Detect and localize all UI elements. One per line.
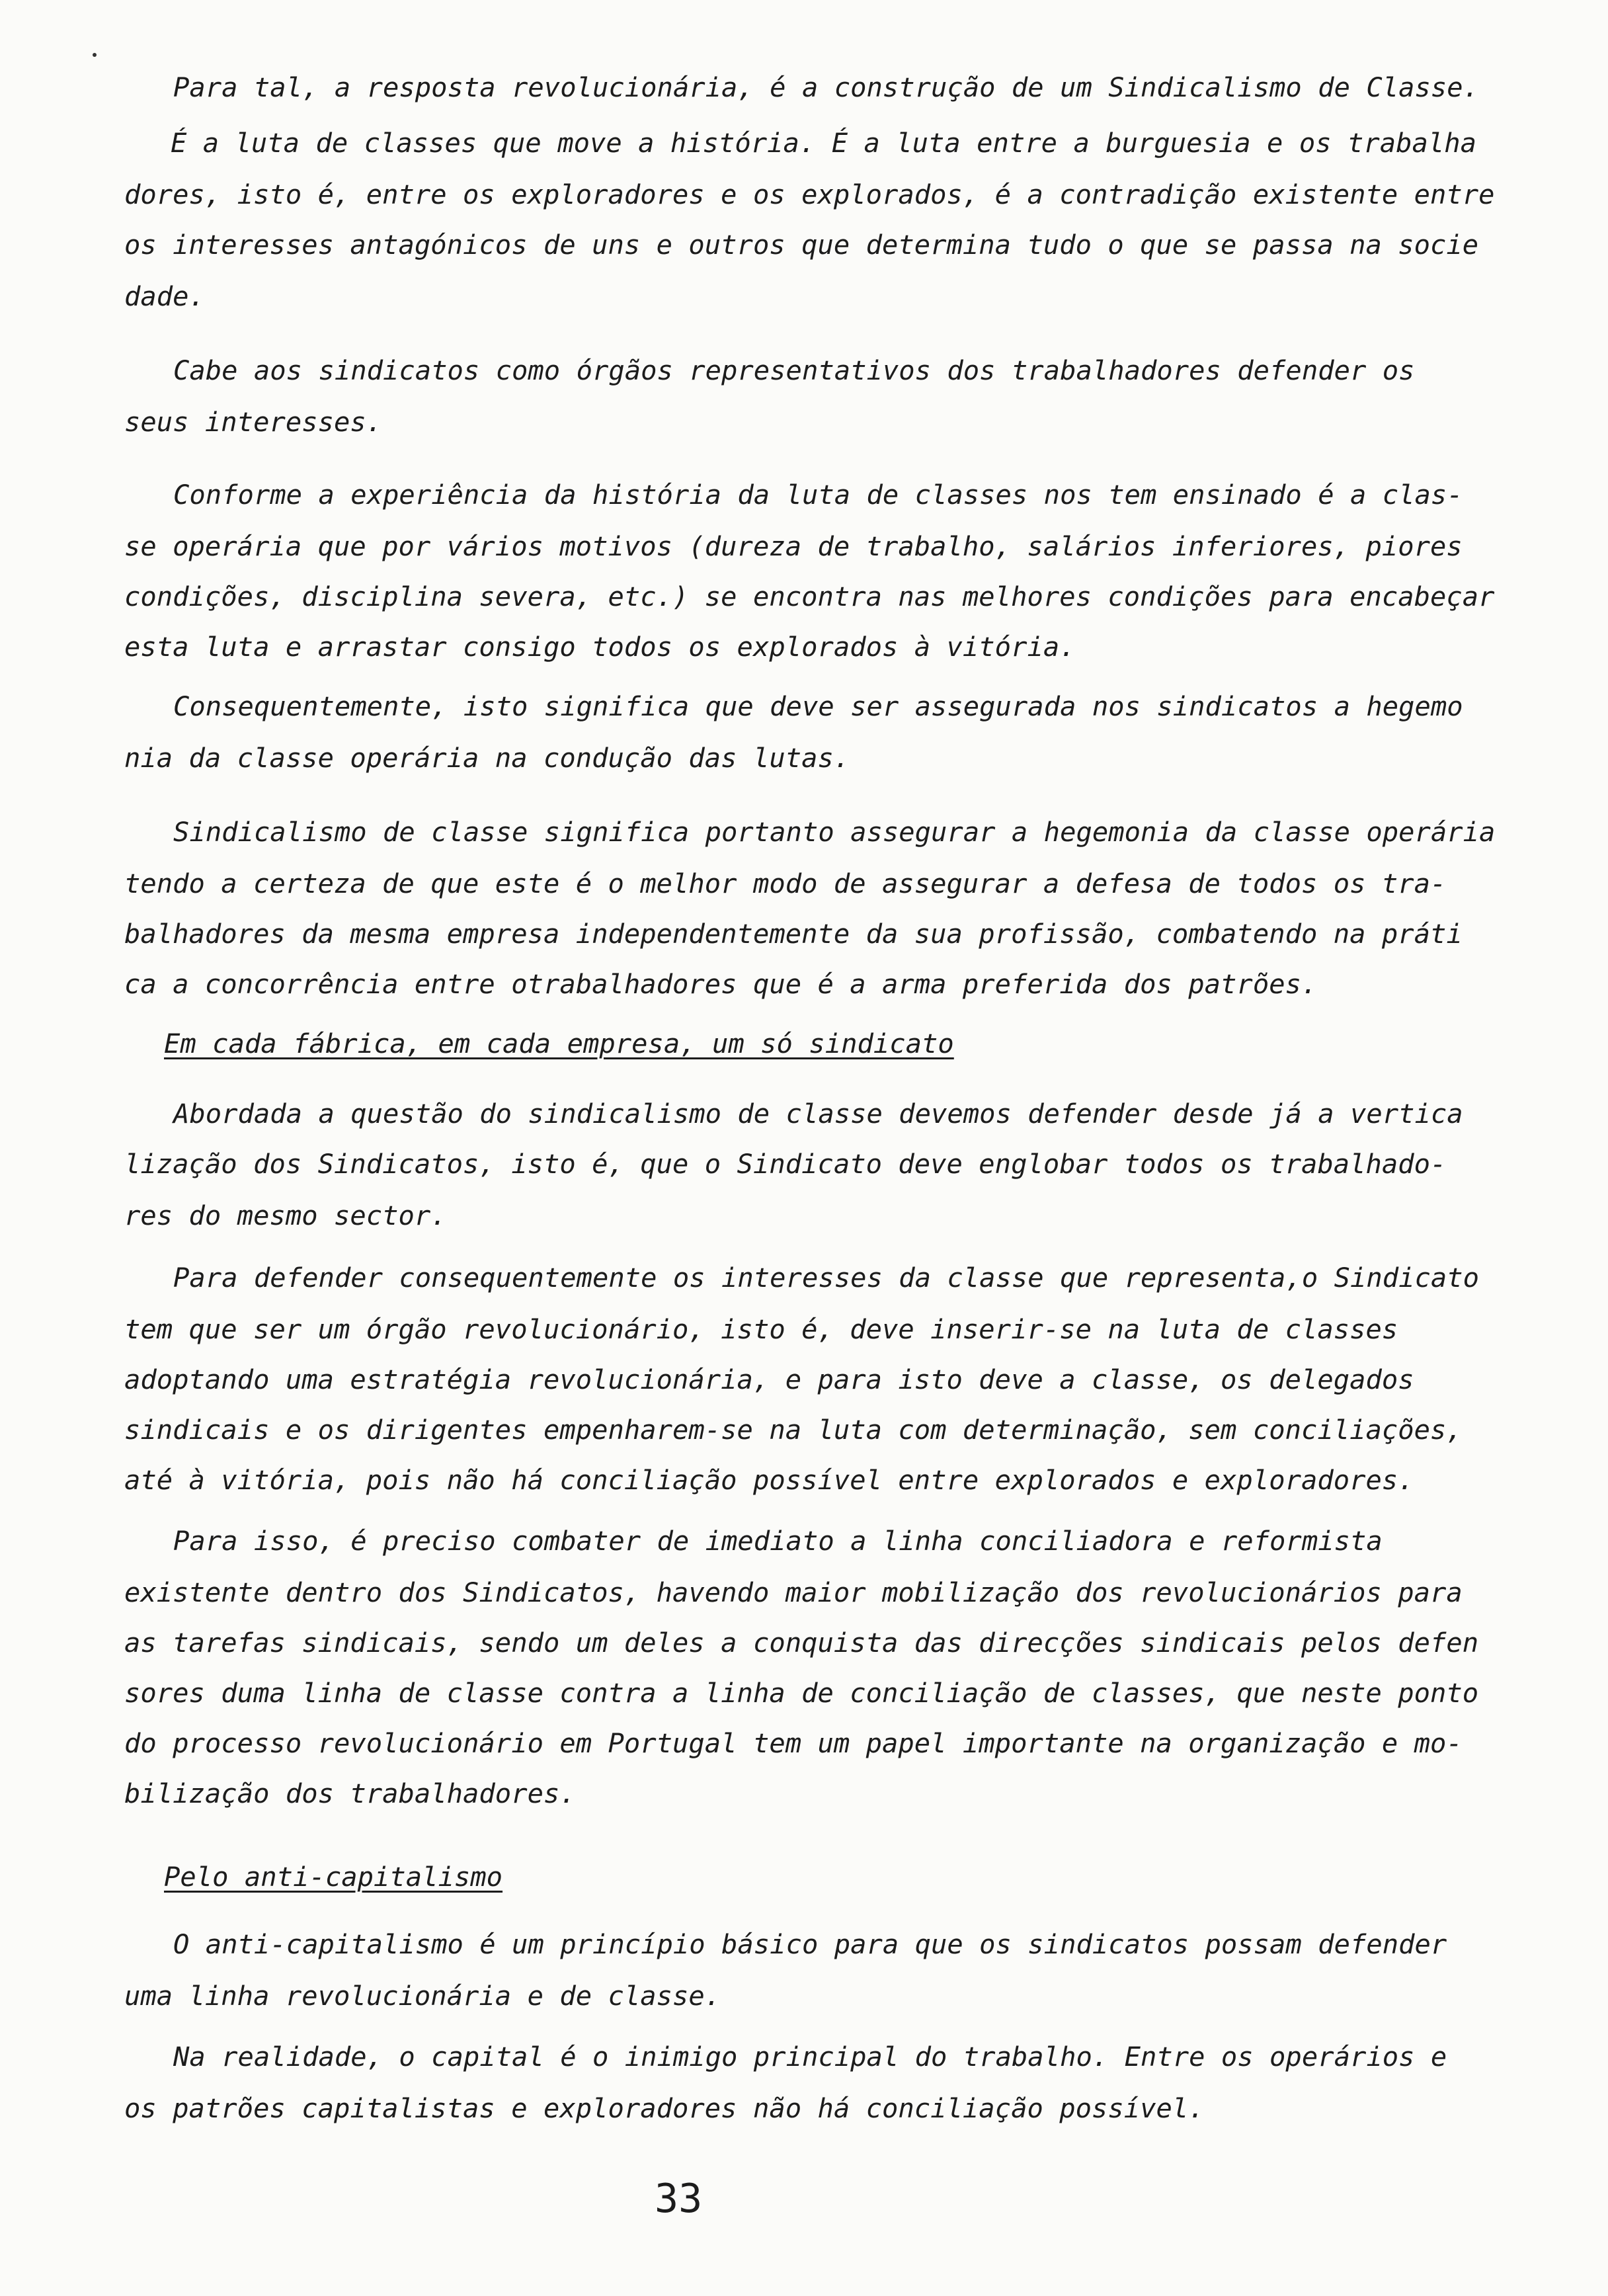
- text-line: tendo a certeza de que este é o melhor modo de assegurar a defesa de todos os tra-: [124, 868, 1447, 899]
- text-line: lização dos Sindicatos, isto é, que o Sindicato deve englobar todos os trabalhado-: [124, 1148, 1447, 1180]
- text-line: Para tal, a resposta revolucionária, é a construção de um Sindicalismo de Classe.: [173, 71, 1480, 103]
- text-line: as tarefas sindicais, sendo um deles a conquista das direcções sindicais pelos defen: [124, 1627, 1479, 1659]
- text-line: Para defender consequentemente os interesses da classe que representa,o Sindicato: [173, 1262, 1480, 1293]
- section-heading: Pelo anti-capitalismo: [164, 1861, 503, 1893]
- text-line: até à vitória, pois não há conciliação possível entre explorados e exploradores.: [124, 1464, 1414, 1496]
- text-line: res do mesmo sector.: [124, 1200, 447, 1231]
- text-line: O anti-capitalismo é um princípio básico para que os sindicatos possam defender: [173, 1928, 1447, 1960]
- text-line: balhadores da mesma empresa independentemente da sua profissão, combatendo na práti: [124, 918, 1463, 950]
- page-number: 33: [655, 2176, 703, 2222]
- text-line: Na realidade, o capital é o inimigo principal do trabalho. Entre os operários e: [173, 2041, 1447, 2072]
- text-line: Abordada a questão do sindicalismo de classe devemos defender desde já a vertica: [173, 1098, 1463, 1129]
- text-line: tem que ser um órgão revolucionário, isto é, deve inserir-se na luta de classes: [124, 1313, 1398, 1345]
- text-line: ca a concorrência entre otrabalhadores que é a arma preferida dos patrões.: [124, 968, 1318, 1000]
- text-line: do processo revolucionário em Portugal tem um papel importante na organização e mo-: [124, 1727, 1463, 1759]
- text-line: bilização dos trabalhadores.: [124, 1778, 576, 1809]
- text-line: nia da classe operária na condução das lutas.: [124, 742, 850, 774]
- text-line: dade.: [124, 280, 205, 312]
- section-heading: Em cada fábrica, em cada empresa, um só sindicato: [164, 1028, 954, 1059]
- scan-speck: [93, 53, 97, 57]
- text-line: seus interesses.: [124, 406, 383, 438]
- text-line: adoptando uma estratégia revolucionária, e para isto deve a classe, os delegados: [124, 1364, 1414, 1395]
- text-line: Para isso, é preciso combater de imediato a linha conciliadora e reformista: [173, 1525, 1383, 1557]
- text-line: existente dentro dos Sindicatos, havendo maior mobilização dos revolucionários para: [124, 1577, 1463, 1608]
- text-line: se operária que por vários motivos (dureza de trabalho, salários inferiores, piores: [124, 530, 1463, 562]
- text-line: Cabe aos sindicatos como órgãos representativos dos trabalhadores defender os: [173, 354, 1415, 386]
- text-line: dores, isto é, entre os exploradores e os explorados, é a contradição existente entre: [124, 179, 1495, 210]
- text-line: sindicais e os dirigentes empenharem-se na luta com determinação, sem conciliações,: [124, 1414, 1463, 1446]
- text-line: uma linha revolucionária e de classe.: [124, 1980, 721, 2012]
- text-line: Consequentemente, isto significa que deve ser assegurada nos sindicatos a hegemo: [173, 690, 1463, 722]
- text-line: condições, disciplina severa, etc.) se encontra nas melhores condições para encabeçar: [124, 581, 1495, 612]
- text-line: É a luta de classes que move a história. É a luta entre a burguesia e os trabalha: [171, 127, 1477, 159]
- text-line: esta luta e arrastar consigo todos os explorados à vitória.: [124, 631, 1076, 663]
- text-line: os interesses antagónicos de uns e outros que determina tudo o que se passa na socie: [124, 229, 1479, 261]
- text-line: os patrões capitalistas e exploradores não há conciliação possível.: [124, 2092, 1205, 2124]
- text-line: sores duma linha de classe contra a linha de conciliação de classes, que neste ponto: [124, 1677, 1479, 1709]
- text-line: Sindicalismo de classe significa portanto assegurar a hegemonia da classe operária: [173, 816, 1496, 848]
- text-line: Conforme a experiência da história da luta de classes nos tem ensinado é a clas-: [173, 479, 1463, 511]
